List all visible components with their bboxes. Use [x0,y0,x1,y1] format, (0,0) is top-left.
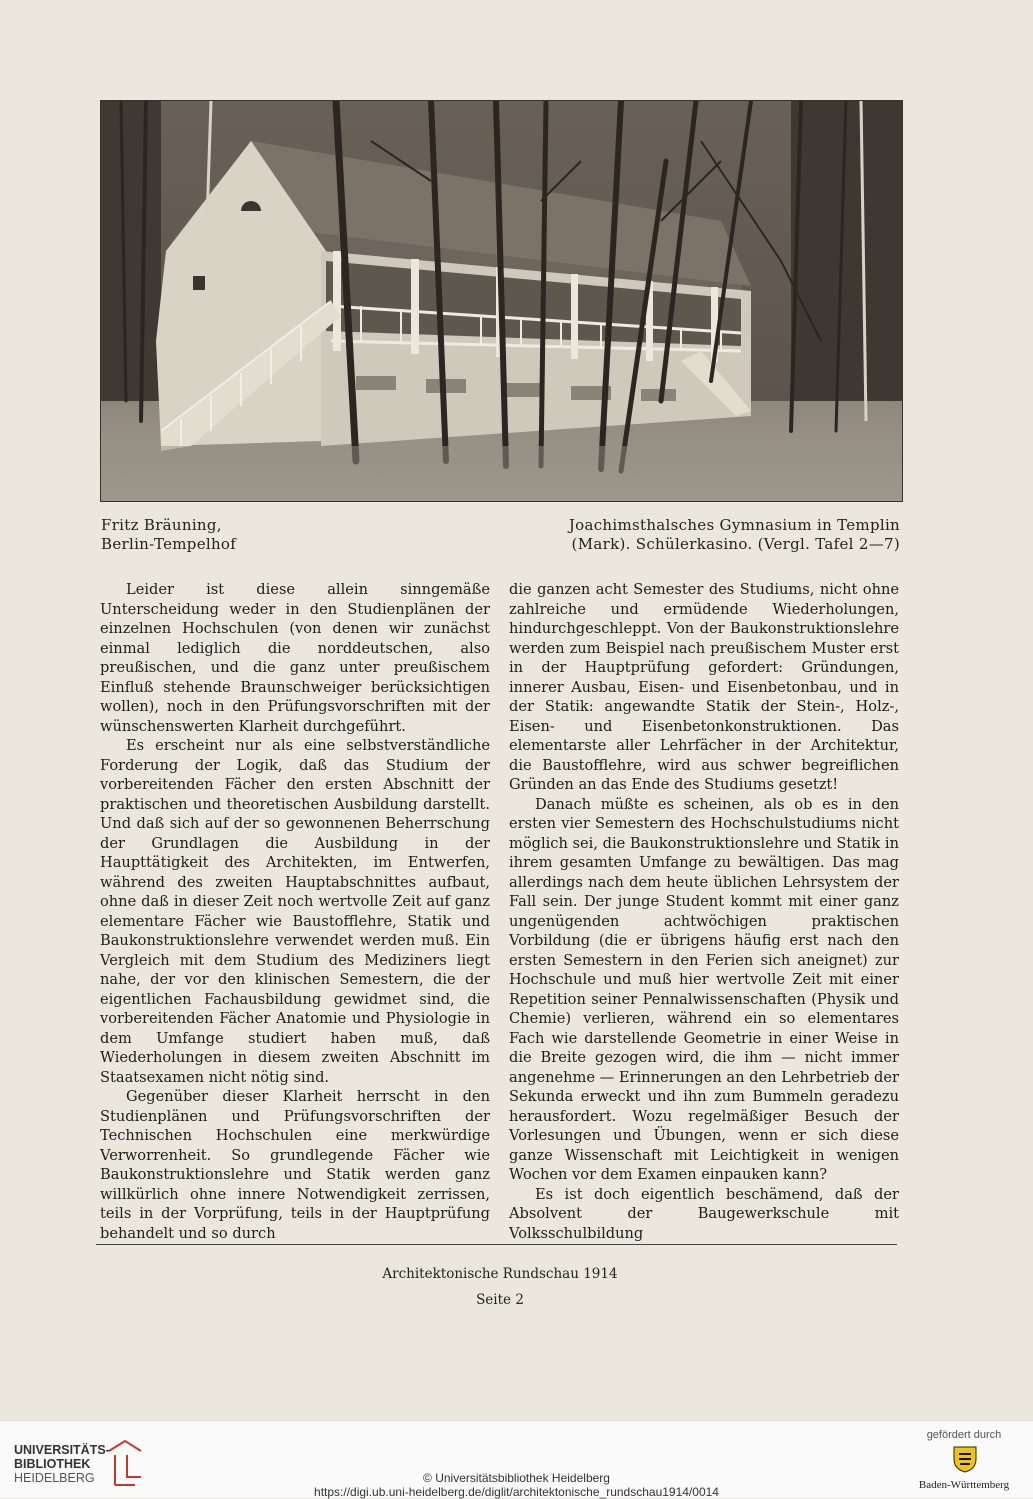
viewer-footer-bar [0,1420,1033,1498]
funder-name: Baden-Württemberg [918,1479,1010,1491]
caption-building [569,516,900,554]
baden-wuerttemberg-crest-icon [952,1443,978,1473]
caption-building-line2: (Mark). Schülerkasino. (Vergl. Tafel 2—7) [571,535,900,553]
caption-architect [101,516,236,554]
copyright-notice: © Universitätsbibliothek Heidelberg [423,1471,610,1485]
paragraph: Gegenüber dieser Klarheit herrscht in den Studienplänen und Prüfungsvorschriften der Technischen Hochschulen eine merkwürdige Verworrenheit. So grundlegende Fächer wie Baukonstruktionslehre und Statik werden ganz willkürlich ohne innere Notwendigkeit zerrissen, teils in der Vorprüfung, teils in der Hauptprüfung behandelt und so durch [100,1088,490,1242]
footer-divider [96,1244,897,1245]
permalink-url[interactable]: https://digi.ub.uni-heidelberg.de/diglit/architektonische_rundschau1914/0014 [314,1485,719,1499]
caption-architect-name: Fritz Bräuning, [101,516,222,534]
paragraph: Danach müßte es scheinen, als ob es in den ersten vier Semestern des Hochschulstudiums nicht möglich sei, die Baukonstruktionslehre und Statik in ihrem gesamten Umfange zu bewältigen. Das mag allerdings nach dem heute üblichen Lehrsystem der Fall sein. Der junge Student kommt mit einer ganz ungenügenden achtwöchigen praktischen Vorbildung (die er übrigens häufig erst nach den ersten Semestern in den Ferien sich aneignet) zur Hochschule und muß hier wertvolle Zeit mit einer Repetition seiner Pennalwissenschaften (Physik und Chemie) verlieren, während ein so elementares Fach wie darstellende Geometrie in einer Weise in die Breite gezogen wird, die ihm — nicht immer angenehme — Erinnerungen an den Lehrbetrieb der Sekunda erweckt und ihn zum Bummeln geradezu herausfordert. Wozu regelmäßiger Besuch der Vorlesungen und Übungen, wenn er sich diese ganze Wissenschaft mit Leichtigkeit in wenigen Wochen vor dem Examen einpauken kann? [509,795,899,1183]
photograph-illustration [101,101,902,501]
paragraph: Es erscheint nur als eine selbstverständliche Forderung der Logik, daß das Studium der vorbereitenden Fächer den ersten Abschnitt der praktischen und theoretischen Ausbildung darstellt. Und daß sich auf der so gewonnenen Beherrschung der Grundlagen die Ausbildung in der Haupttätigkeit des Architekten, im Entwerfen, während des zweiten Hauptabschnittes aufbaut, ohne daß in dieser Zeit noch wertvolle Zeit auf ganz elementare Fächer wie Baustofflehre, Statik und Baukonstruktionslehre verwendet werden muß. Ein Vergleich mit dem Studium des Mediziners liegt nahe, der vor den klinischen Semestern, die der eigentlichen Fachausbildung gewidmet sind, die vorbereitenden Fächer Anatomie und Physiologie in dem Umfange studiert haben muß, daß Wiederholungen in diesem zweiten Abschnitt im Staatsexamen nicht nötig sind. [100,737,490,1086]
library-name-line3: HEIDELBERG [14,1471,95,1485]
library-name-line1: UNIVERSITÄTS- [14,1443,110,1457]
footer-page-number: Seite 2 [476,1292,524,1308]
text-column-left [100,580,490,1243]
caption-building-line1: Joachimsthalsches Gymnasium in Templin [568,516,900,534]
library-name-line2: BIBLIOTHEK [14,1457,91,1471]
funded-by-label: gefördert durch [926,1429,1002,1441]
photograph-schuelerkasino [100,100,903,502]
paragraph: Es ist doch eigentlich beschämend, daß der Absolvent der Baugewerkschule mit Volksschulbildung [509,1185,899,1242]
footer-journal-title: Architektonische Rundschau 1914 [382,1266,618,1282]
caption-architect-location: Berlin-Tempelhof [101,535,237,553]
paragraph: Leider ist diese allein sinngemäße Unterscheidung weder in den Studienplänen der einzelnen Hochschulen (von denen wir zunächst einmal lediglich die norddeutschen, also preußischen, und die ganz unter preußischem Einfluß stehende Braunschweiger berücksichtigen wollen), noch in den Prüfungsvorschriften mit der wünschenswerten Klarheit durchgeführt. [100,581,490,735]
text-column-right [509,580,899,1243]
paragraph: die ganzen acht Semester des Studiums, nicht ohne zahlreiche und ermüdende Wiederholungen, hindurchgeschleppt. Von der Baukonstruktionslehre werden zum Beispiel nach preußischem Muster erst in der Hauptprüfung gefordert: Gründungen, innerer Ausbau, Eisen- und Eisenbetonbau, und in der Statik: angewandte Statik der Stein-, Holz-, Eisen- und Eisenbetonkonstruktionen. Das elementarste aller Lehrfächer in der Architektur, die Baustofflehre, wird aus schwer begreiflichen Gründen an das Ende des Studiums gesetzt! [509,581,899,793]
